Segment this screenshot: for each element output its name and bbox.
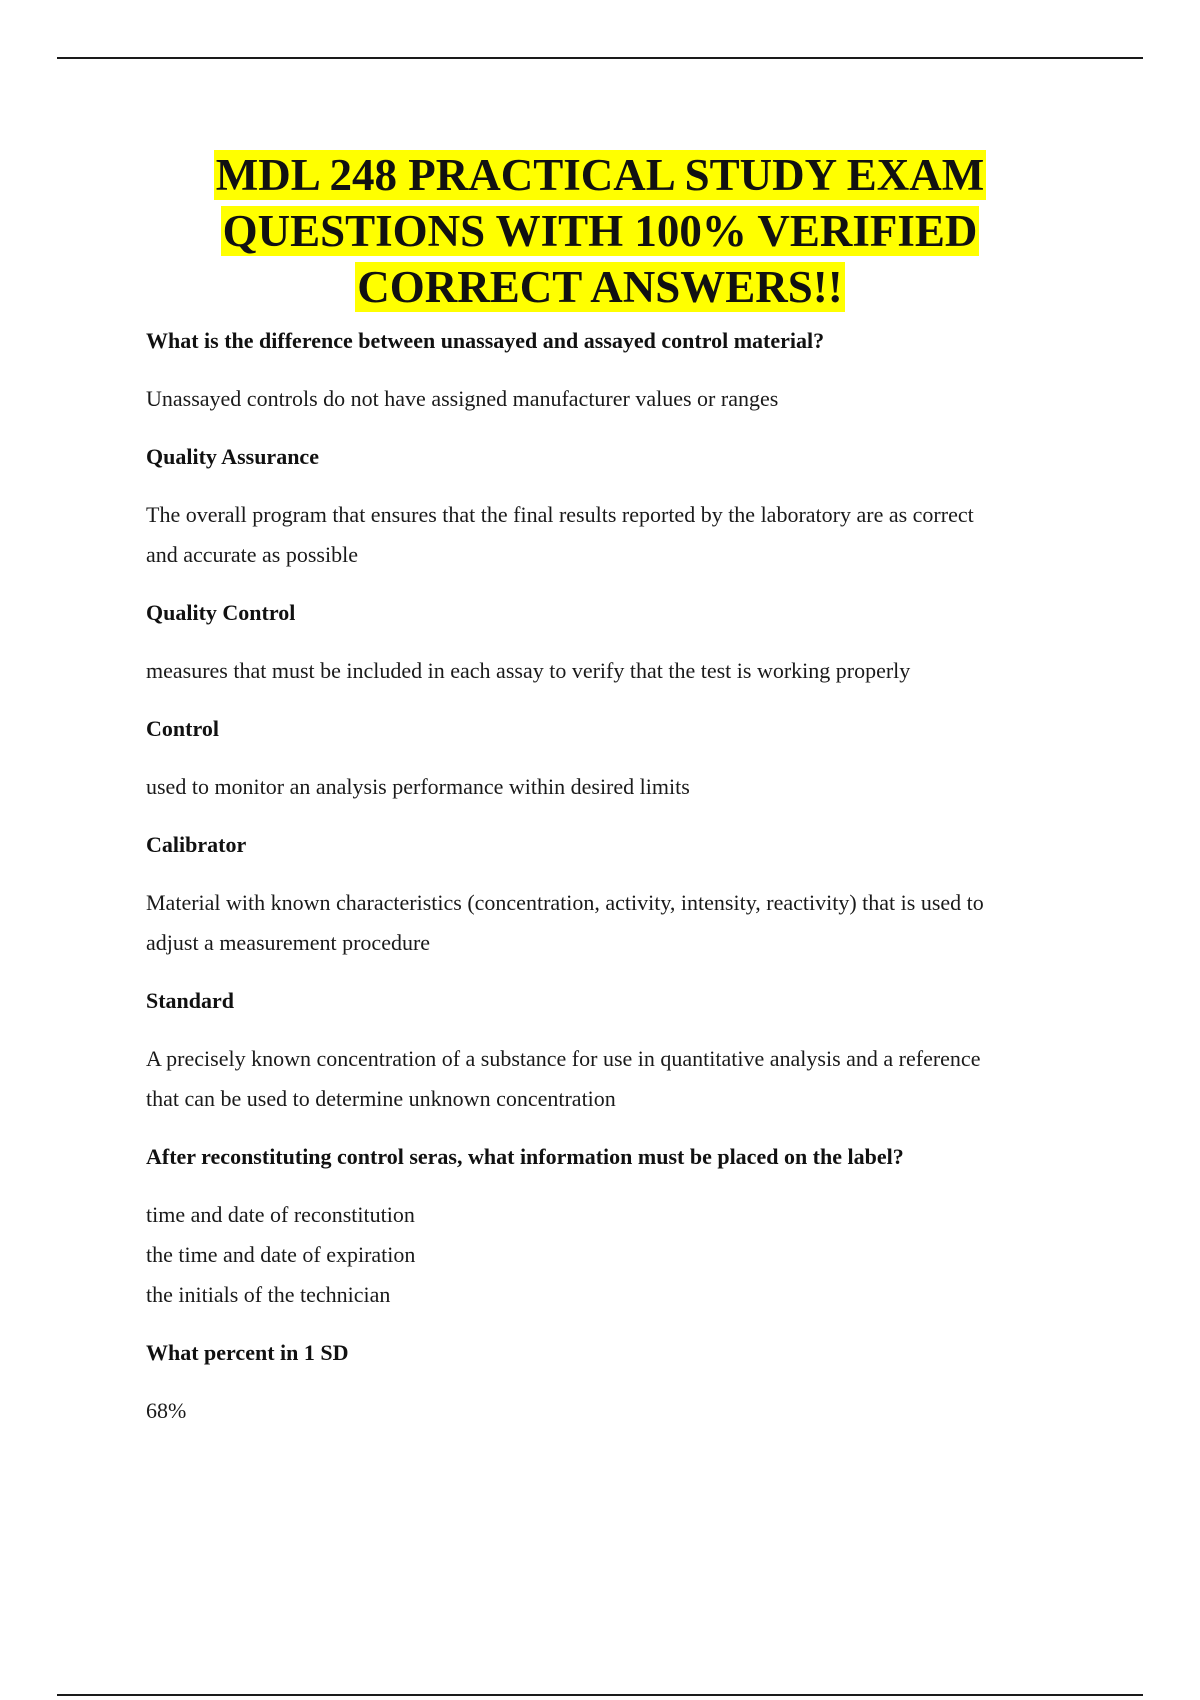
answer-line: time and date of reconstitution — [146, 1202, 415, 1227]
answer-line: A precisely known concentration of a substance for use in quantitative analysis and a reference — [146, 1046, 981, 1071]
answer-line: the initials of the technician — [146, 1282, 391, 1307]
answer-line: and accurate as possible — [146, 542, 358, 567]
question: Calibrator — [146, 832, 247, 857]
answer-line: that can be used to determine unknown concentration — [146, 1086, 616, 1111]
qa-item — [146, 321, 1086, 419]
bottom-rule — [57, 1694, 1143, 1696]
qa-item — [146, 1333, 1086, 1431]
question: What percent in 1 SD — [146, 1340, 349, 1365]
qa-item — [146, 981, 1086, 1119]
qa-item — [146, 593, 1086, 691]
qa-list — [146, 321, 1086, 1431]
answer-line: measures that must be included in each assay to verify that the test is working properly — [146, 658, 911, 683]
title-line-3: CORRECT ANSWERS!! — [357, 262, 843, 312]
question: Quality Assurance — [146, 444, 319, 469]
title-line-1: MDL 248 PRACTICAL STUDY EXAM — [215, 150, 985, 200]
qa-item — [146, 709, 1086, 807]
answer-line: Material with known characteristics (concentration, activity, intensity, reactivity) that is used to — [146, 890, 984, 915]
top-rule — [57, 57, 1143, 59]
question: Quality Control — [146, 600, 296, 625]
question: What is the difference between unassayed and assayed control material? — [146, 328, 825, 353]
document-title — [100, 147, 1100, 315]
answer-line: Unassayed controls do not have assigned manufacturer values or ranges — [146, 386, 779, 411]
title-line-2: QUESTIONS WITH 100% VERIFIED — [222, 206, 978, 256]
answer-line: used to monitor an analysis performance within desired limits — [146, 774, 690, 799]
answer-line: The overall program that ensures that the final results reported by the laboratory are as correct — [146, 502, 974, 527]
qa-item — [146, 825, 1086, 963]
answer-line: the time and date of expiration — [146, 1242, 416, 1267]
qa-item — [146, 437, 1086, 575]
answer-line: adjust a measurement procedure — [146, 930, 431, 955]
question: After reconstituting control seras, what information must be placed on the label? — [146, 1144, 904, 1169]
qa-item — [146, 1137, 1086, 1315]
question: Control — [146, 716, 219, 741]
answer-line: 68% — [146, 1398, 187, 1423]
question: Standard — [146, 988, 235, 1013]
